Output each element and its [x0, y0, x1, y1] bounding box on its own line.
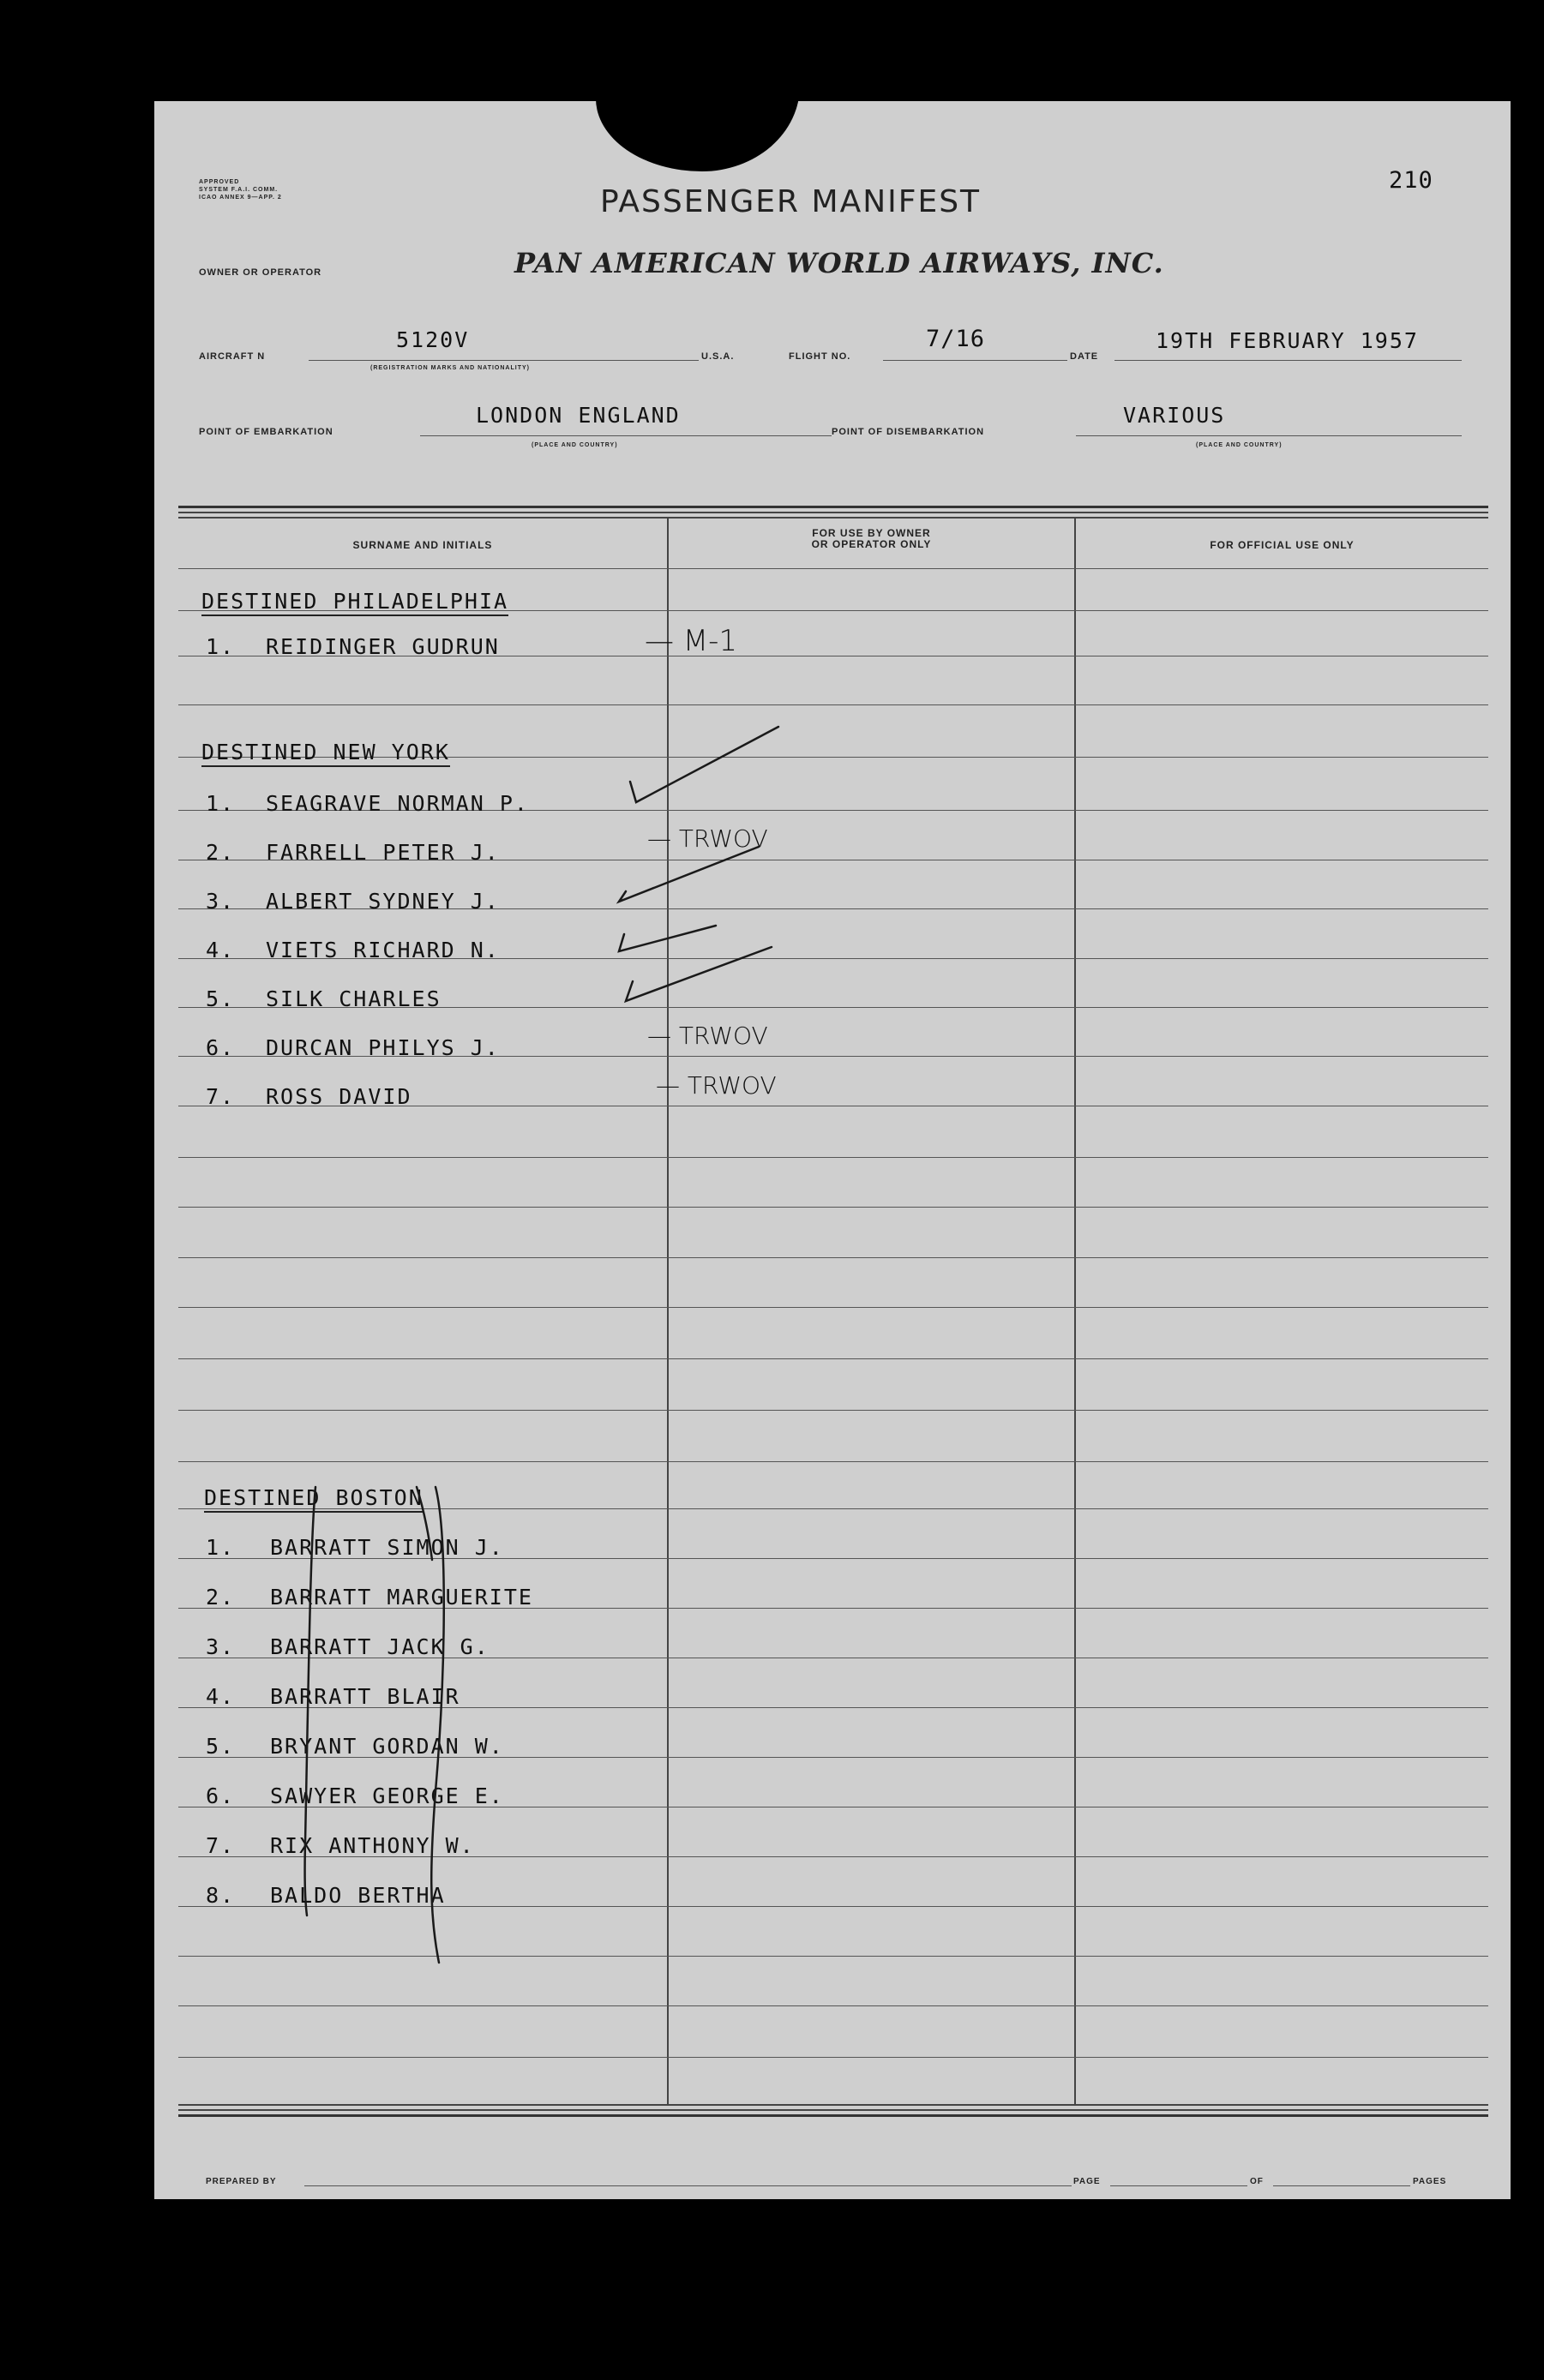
page-label: PAGE: [1073, 2177, 1101, 2186]
passenger-num: 7.: [206, 1084, 236, 1109]
approval-stamp: [199, 178, 282, 201]
approval-line: SYSTEM F.A.I. COMM.: [199, 187, 279, 193]
passenger-name: VIETS RICHARD N.: [266, 938, 500, 962]
disembarkation-label: POINT OF DISEMBARKATION: [832, 427, 985, 437]
col-owner-header-line: OR OPERATOR ONLY: [811, 538, 932, 550]
airline-name: PAN AMERICAN WORLD AIRWAYS, INC.: [514, 247, 1164, 279]
passenger-name: BRYANT GORDAN W.: [270, 1734, 504, 1759]
approval-line: ICAO ANNEX 9—APP. 2: [199, 195, 282, 201]
passenger-num: 1.: [206, 634, 236, 659]
table-rule: [178, 1358, 1488, 1359]
section-heading-new-york: DESTINED NEW YORK: [201, 740, 450, 767]
passenger-name: ALBERT SYDNEY J.: [266, 889, 500, 914]
passenger-num: 5.: [206, 986, 236, 1011]
passenger-num: 1.: [206, 1535, 236, 1560]
col-official-header: FOR OFFICIAL USE ONLY: [1210, 539, 1355, 551]
usa-label: U.S.A.: [701, 351, 735, 362]
embarkation-value: LONDON ENGLAND: [476, 403, 681, 428]
form-title: PASSENGER MANIFEST: [600, 184, 982, 219]
prepared-by-label: PREPARED BY: [206, 2177, 277, 2186]
table-rule: [178, 2005, 1488, 2006]
passenger-name: REIDINGER GUDRUN: [266, 634, 500, 659]
date-label: DATE: [1070, 351, 1099, 362]
section-heading-boston: DESTINED BOSTON: [204, 1485, 424, 1513]
table-rule: [178, 1410, 1488, 1411]
passenger-num: 2.: [206, 840, 236, 865]
passenger-num: 8.: [206, 1883, 236, 1908]
disembarkation-sublabel: (PLACE AND COUNTRY): [1196, 442, 1283, 448]
owner-label: OWNER OR OPERATOR: [199, 267, 322, 278]
aircraft-sublabel: (REGISTRATION MARKS AND NATIONALITY): [370, 365, 530, 371]
passenger-num: 2.: [206, 1585, 236, 1610]
passenger-num: 5.: [206, 1734, 236, 1759]
passenger-name: DURCAN PHILYS J.: [266, 1035, 500, 1060]
passenger-name: SILK CHARLES: [266, 986, 442, 1011]
table-rule: [178, 1157, 1488, 1158]
table-rule: [178, 2057, 1488, 2058]
table-rule: [178, 1461, 1488, 1462]
passenger-num: 4.: [206, 1684, 236, 1709]
table-rule: [178, 704, 1488, 705]
table-rule: [178, 1307, 1488, 1308]
passenger-num: 4.: [206, 938, 236, 962]
approval-line: APPROVED: [199, 179, 240, 185]
table-rule: [178, 568, 1488, 569]
pages-label: PAGES: [1413, 2177, 1447, 2186]
passenger-name: ROSS DAVID: [266, 1084, 412, 1109]
handwritten-mark: — TRWOV: [656, 1071, 777, 1100]
passenger-num: 6.: [206, 1035, 236, 1060]
aircraft-value: 5120V: [396, 327, 470, 352]
section-heading-philadelphia: DESTINED PHILADELPHIA: [201, 589, 508, 616]
of-label: OF: [1250, 2177, 1264, 2186]
passenger-num: 6.: [206, 1784, 236, 1808]
passenger-name: SAWYER GEORGE E.: [270, 1784, 504, 1808]
passenger-name: BARRATT JACK G.: [270, 1634, 490, 1659]
passenger-name: BARRATT BLAIR: [270, 1684, 460, 1709]
handwritten-mark: — TRWOV: [647, 1022, 768, 1050]
embarkation-label: POINT OF EMBARKATION: [199, 427, 333, 437]
passenger-name: BARRATT MARGUERITE: [270, 1585, 533, 1610]
disembarkation-value: VARIOUS: [1123, 403, 1226, 428]
passenger-name: FARRELL PETER J.: [266, 840, 500, 865]
page-number: 210: [1389, 167, 1433, 194]
date-value: 19TH FEBRUARY 1957: [1156, 328, 1419, 353]
passenger-name: RIX ANTHONY W.: [270, 1833, 475, 1858]
table-rule: [178, 1257, 1488, 1258]
passenger-num: 1.: [206, 791, 236, 816]
passenger-name: SEAGRAVE NORMAN P.: [266, 791, 529, 816]
passenger-num: 3.: [206, 889, 236, 914]
handwritten-mark: — TRWOV: [647, 824, 768, 853]
table-rule: [178, 1956, 1488, 1957]
passenger-name: BARRATT SIMON J.: [270, 1535, 504, 1560]
table-rule: [178, 1207, 1488, 1208]
flight-value: 7/16: [926, 326, 986, 352]
handwritten-mark: — M-1: [645, 624, 738, 658]
col-surname-header: SURNAME AND INITIALS: [352, 539, 493, 551]
flight-label: FLIGHT NO.: [789, 351, 851, 362]
passenger-name: BALDO BERTHA: [270, 1883, 446, 1908]
aircraft-label: AIRCRAFT N: [199, 351, 266, 362]
passenger-num: 3.: [206, 1634, 236, 1659]
embarkation-sublabel: (PLACE AND COUNTRY): [532, 442, 618, 448]
col-owner-header-line: FOR USE BY OWNER: [812, 527, 931, 539]
passenger-num: 7.: [206, 1833, 236, 1858]
col-owner-header: [669, 528, 1074, 550]
